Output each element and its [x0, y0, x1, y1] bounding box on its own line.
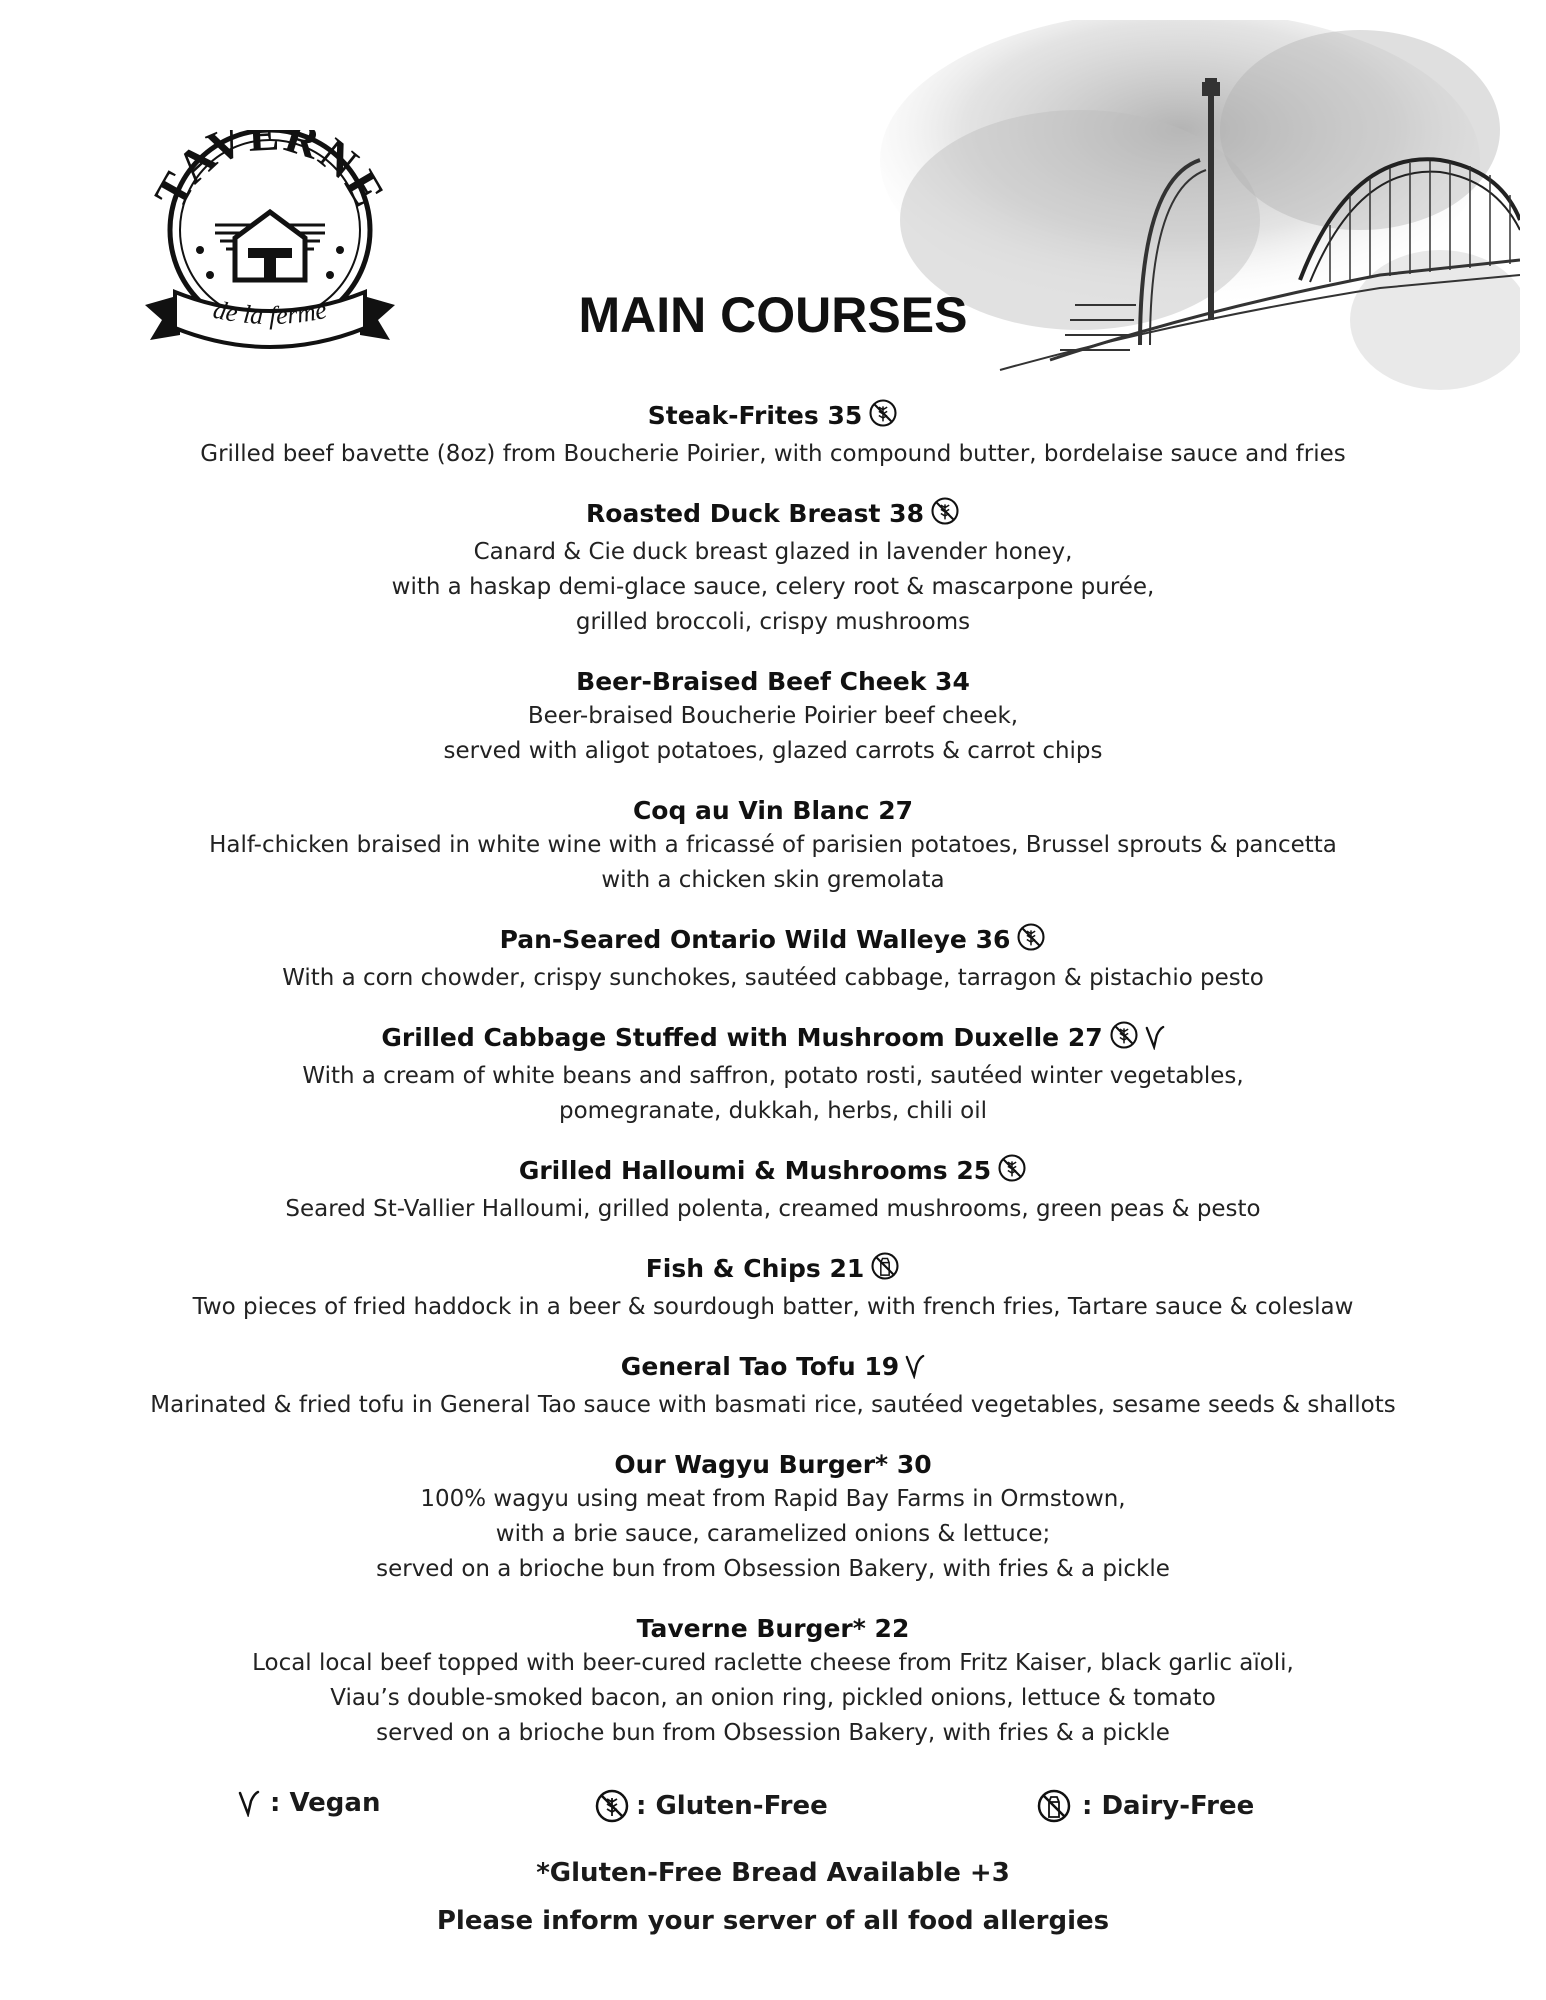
description-line: with a chicken skin gremolata: [601, 867, 945, 893]
menu-item-description: [0, 1059, 1546, 1129]
menu-item-title: [0, 1251, 1546, 1290]
menu-item-price: 27: [1067, 1023, 1103, 1052]
legend-vegan: [238, 1788, 380, 1818]
menu-item-description: [0, 1192, 1546, 1227]
menu-item-name: Pan-Seared Ontario Wild Walleye: [499, 925, 967, 954]
description-line: With a corn chowder, crispy sunchokes, sautéed cabbage, tarragon & pistachio pesto: [282, 965, 1264, 991]
menu-item: [0, 793, 1546, 898]
menu-item-name: Fish & Chips: [645, 1254, 821, 1283]
menu-item-title: [0, 1447, 1546, 1482]
menu-item-title: [0, 1349, 1546, 1388]
legend-vegan-label: : Vegan: [270, 1788, 381, 1818]
description-line: served on a brioche bun from Obsession Bakery, with fries & a pickle: [376, 1556, 1170, 1582]
logo-name: TAVERNE: [144, 130, 396, 216]
logo-tagline: de la ferme: [210, 294, 330, 331]
menu-item-name: General Tao Tofu: [620, 1352, 856, 1381]
menu-item-price: 38: [889, 499, 924, 528]
menu-item-name: Steak-Frites: [647, 401, 819, 430]
description-line: with a haskap demi-glace sauce, celery root & mascarpone purée,: [391, 574, 1155, 600]
gluten-free-icon: [868, 398, 898, 437]
menu-item: [0, 1447, 1546, 1587]
description-line: served with aligot potatoes, glazed carrots & carrot chips: [443, 738, 1103, 764]
vegan-icon: [905, 1353, 925, 1388]
menu-item: [0, 922, 1546, 996]
menu-item-description: [0, 437, 1546, 472]
menu-item-price: 34: [935, 667, 970, 696]
description-line: Half-chicken braised in white wine with a fricassé of parisien potatoes, Brussel sprouts & pancetta: [209, 832, 1337, 858]
menu-item-name: Grilled Cabbage Stuffed with Mushroom Duxelle: [381, 1023, 1060, 1052]
menu-item-price: 35: [827, 401, 863, 430]
menu-item-description: [0, 1482, 1546, 1587]
vegan-icon: [1145, 1024, 1165, 1059]
menu-item-name: Roasted Duck Breast: [586, 499, 881, 528]
gluten-free-icon: [1016, 922, 1046, 961]
gluten-free-icon: [997, 1153, 1027, 1192]
menu-item: [0, 398, 1546, 472]
menu-item-name: Taverne Burger*: [636, 1614, 866, 1643]
menu-item-title: [0, 664, 1546, 699]
description-line: 100% wagyu using meat from Rapid Bay Farms in Ormstown,: [420, 1486, 1126, 1512]
legend-gluten-free-label: : Gluten-Free: [636, 1791, 828, 1821]
gluten-free-bread-note: *Gluten-Free Bread Available +3: [536, 1858, 1010, 1888]
menu-item: [0, 1611, 1546, 1751]
menu-item-title: [0, 922, 1546, 961]
menu-item: [0, 1153, 1546, 1227]
dairy-free-icon: [1036, 1788, 1072, 1824]
description-line: Marinated & fried tofu in General Tao sauce with basmati rice, sautéed vegetables, sesame seeds & shallots: [150, 1392, 1396, 1418]
description-line: served on a brioche bun from Obsession Bakery, with fries & a pickle: [376, 1720, 1170, 1746]
menu-item-name: Grilled Halloumi & Mushrooms: [518, 1156, 948, 1185]
description-line: grilled broccoli, crispy mushrooms: [575, 609, 971, 635]
menu-item-description: [0, 1388, 1546, 1423]
menu-item-description: [0, 535, 1546, 640]
menu-item-price: 30: [896, 1450, 932, 1479]
dietary-legend: [0, 1788, 1546, 1828]
menu-item-description: [0, 1646, 1546, 1751]
menu-item-description: [0, 828, 1546, 898]
description-line: Canard & Cie duck breast glazed in lavender honey,: [473, 539, 1073, 565]
menu-item: [0, 1349, 1546, 1423]
description-line: Beer-braised Boucherie Poirier beef cheek,: [527, 703, 1019, 729]
menu-item-title: [0, 496, 1546, 535]
menu-item-name: Coq au Vin Blanc: [632, 796, 870, 825]
menu-item-price: 22: [874, 1614, 910, 1643]
vegan-icon: [238, 1789, 260, 1817]
description-line: Two pieces of fried haddock in a beer & sourdough batter, with french fries, Tartare sauce & coleslaw: [192, 1294, 1354, 1320]
description-line: Local local beef topped with beer-cured raclette cheese from Fritz Kaiser, black garlic aïoli,: [252, 1650, 1294, 1676]
menu-item-title: [0, 1153, 1546, 1192]
legend-dairy-free: [1036, 1788, 1254, 1824]
page-title: MAIN COURSES: [578, 287, 968, 343]
menu-item-description: [0, 961, 1546, 996]
description-line: pomegranate, dukkah, herbs, chili oil: [559, 1098, 987, 1124]
gluten-free-icon: [594, 1788, 630, 1824]
gluten-free-icon: [1109, 1020, 1139, 1059]
svg-text:TAVERNE: [144, 130, 395, 216]
menu-item: [0, 664, 1546, 769]
menu-item-description: [0, 699, 1546, 769]
gluten-free-icon: [930, 496, 960, 535]
menu-item-price: 21: [829, 1254, 865, 1283]
legend-gluten-free: [594, 1788, 828, 1824]
menu-item-price: 19: [864, 1352, 900, 1381]
menu-item: [0, 1020, 1546, 1129]
allergy-note: Please inform your server of all food allergies: [436, 1906, 1110, 1936]
menu-item-name: Beer-Braised Beef Cheek: [576, 667, 927, 696]
menu-item-title: [0, 793, 1546, 828]
menu-item-description: [0, 1290, 1546, 1325]
dairy-free-icon: [870, 1251, 900, 1290]
legend-dairy-free-label: : Dairy-Free: [1082, 1791, 1255, 1821]
description-line: Viau’s double-smoked bacon, an onion ring, pickled onions, lettuce & tomato: [330, 1685, 1216, 1711]
description-line: with a brie sauce, caramelized onions & lettuce;: [495, 1521, 1051, 1547]
description-line: Grilled beef bavette (8oz) from Boucherie Poirier, with compound butter, bordelaise sauce and fries: [200, 441, 1346, 467]
description-line: Seared St-Vallier Halloumi, grilled polenta, creamed mushrooms, green peas & pesto: [285, 1196, 1261, 1222]
menu-item-price: 27: [878, 796, 914, 825]
description-line: With a cream of white beans and saffron, potato rosti, sautéed winter vegetables,: [302, 1063, 1244, 1089]
menu-item-price: 25: [956, 1156, 992, 1185]
menu-list: [0, 398, 1546, 1775]
menu-item: [0, 496, 1546, 640]
menu-item-title: [0, 398, 1546, 437]
menu-item-title: [0, 1611, 1546, 1646]
menu-item-name: Our Wagyu Burger*: [614, 1450, 889, 1479]
menu-item: [0, 1251, 1546, 1325]
menu-item-title: [0, 1020, 1546, 1059]
menu-item-price: 36: [975, 925, 1011, 954]
